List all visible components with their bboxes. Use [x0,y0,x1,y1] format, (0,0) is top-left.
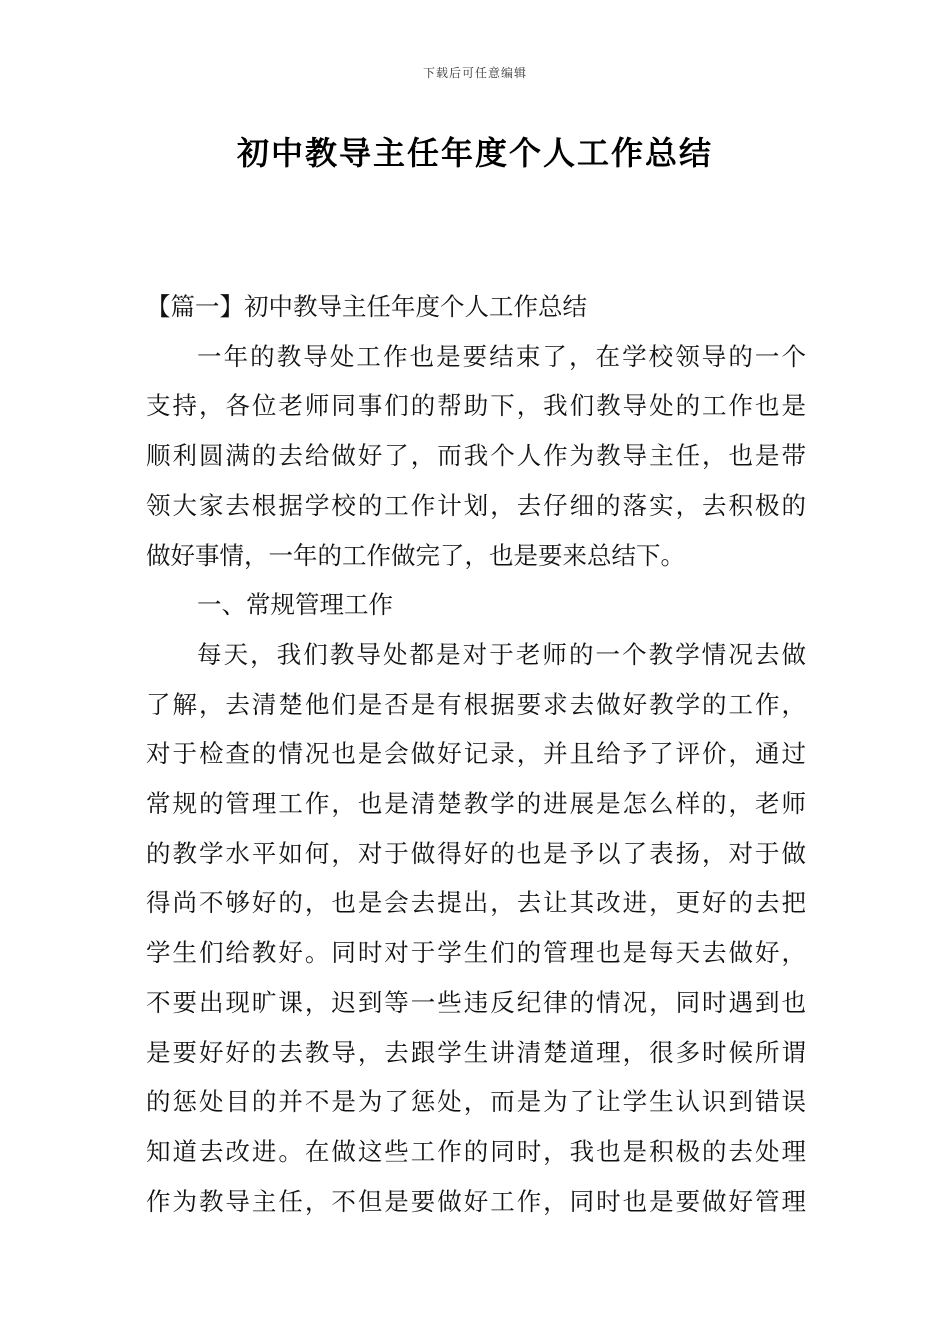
paragraph-line: 做好事情，一年的工作做完了，也是要来总结下。 [146,540,685,570]
paragraph-line: 顺利圆满的去给做好了，而我个人作为教导主任，也是带 [146,441,806,471]
paragraph-line: 作为教导主任，不但是要做好工作，同时也是要做好管理 [146,1186,806,1216]
paragraph-line: 一年的教导处工作也是要结束了，在学校领导的一个 [197,341,806,371]
paragraph-line: 对于检查的情况也是会做好记录，并且给予了评价，通过 [146,739,806,769]
paragraph-line: 常规的管理工作，也是清楚教学的进展是怎么样的，老师 [146,789,806,819]
paragraph-line: 是要好好的去教导，去跟学生讲清楚道理，很多时候所谓 [146,1037,806,1067]
paragraph-1 [146,332,806,581]
document-title: 初中教导主任年度个人工作总结 [236,134,713,172]
paragraph-line: 支持，各位老师同事们的帮助下，我们教导处的工作也是 [146,391,806,421]
paragraph-line: 领大家去根据学校的工作计划，去仔细的落实，去积极的 [146,490,806,520]
paragraph-line: 的惩处目的并不是为了惩处，而是为了让学生认识到错误 [146,1087,806,1117]
section-heading: 【篇一】初中教导主任年度个人工作总结 [146,292,587,321]
paragraph-line: 了解，去清楚他们是否是有根据要求去做好教学的工作， [146,689,806,719]
paragraph-line: 的教学水平如何，对于做得好的也是予以了表扬，对于做 [146,838,806,868]
subheading: 一、常规管理工作 [197,590,393,620]
paragraph-line: 不要出现旷课，迟到等一些违反纪律的情况，同时遇到也 [146,987,806,1017]
document-body [146,282,806,1226]
paragraph-line: 得尚不够好的，也是会去提出，去让其改进，更好的去把 [146,888,806,918]
header-note: 下载后可任意编辑 [422,66,527,80]
paragraph-line: 知道去改进。在做这些工作的同时，我也是积极的去处理 [146,1136,806,1166]
paragraph-line: 学生们给教好。同时对于学生们的管理也是每天去做好， [146,938,806,968]
paragraph-2 [146,630,806,1226]
paragraph-line: 每天，我们教导处都是对于老师的一个教学情况去做 [197,639,806,669]
